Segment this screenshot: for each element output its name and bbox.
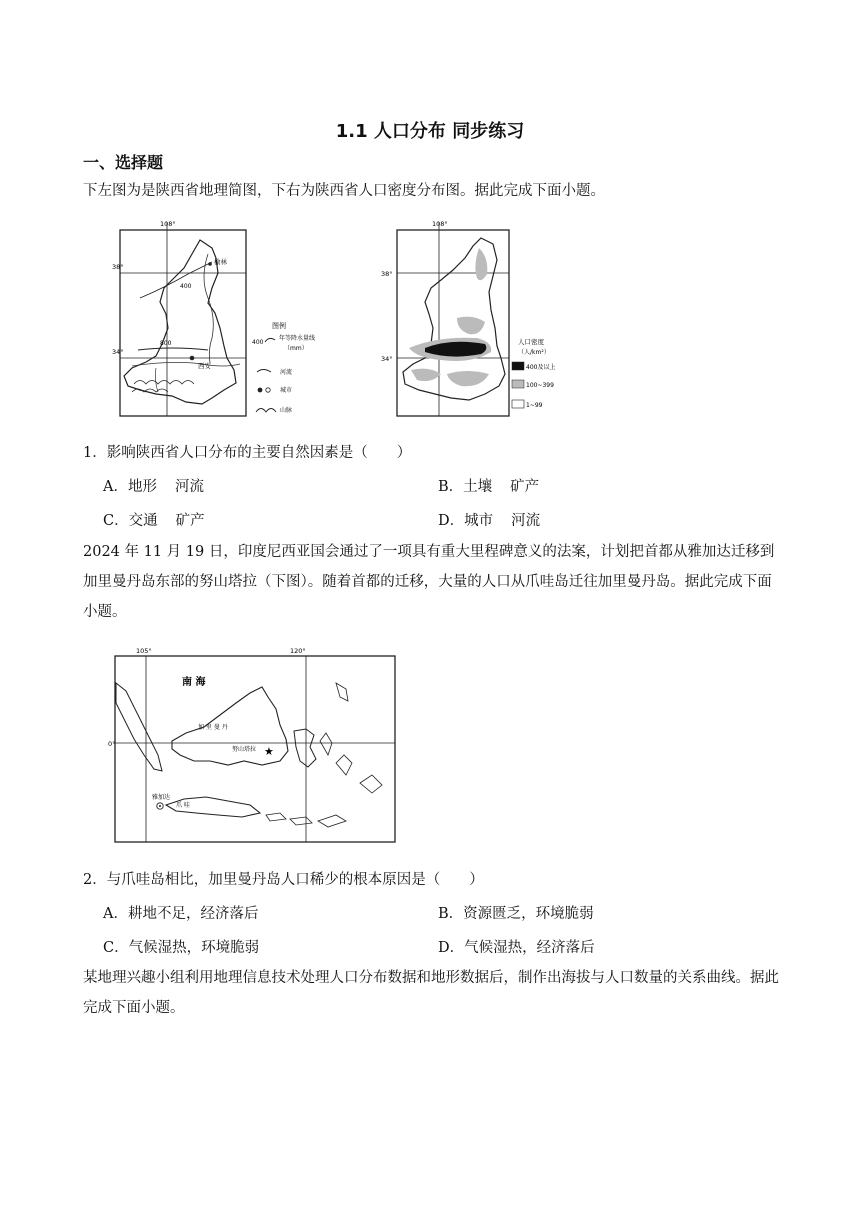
density-legend-title: 人口密度	[518, 338, 544, 346]
legend-iso-label: 年等降水量线	[279, 335, 316, 342]
question-1-stem: 1．影响陕西省人口分布的主要自然因素是（ ）	[83, 445, 412, 461]
lat-38-label: 38°	[112, 263, 124, 271]
lon-105-label: 105°	[136, 647, 152, 655]
legend-iso-unit: （mm）	[284, 345, 308, 352]
nusantara-star-icon: ★	[264, 745, 274, 758]
map2-lat-38-label: 38°	[381, 270, 393, 278]
legend-mid-label: 100~399	[526, 382, 554, 389]
map2-legend	[512, 330, 572, 415]
river-legend-icon	[257, 370, 271, 373]
map2-lat-34-label: 34°	[381, 355, 393, 363]
mountain-legend-icon	[256, 409, 276, 413]
q1-option-a[interactable]: A．地形 河流	[103, 479, 204, 495]
lon-108-label: 108°	[160, 220, 176, 228]
map1-legend	[252, 318, 316, 420]
isoline-legend-icon	[265, 338, 275, 342]
page-title: 1.1 人口分布 同步练习	[335, 121, 525, 142]
city-legend-ring-icon	[266, 388, 270, 392]
city-xian-label: 西安	[198, 362, 211, 370]
legend-iso-value: 400	[252, 339, 264, 346]
intro-paragraph-1: 下左图为是陕西省地理简图，下右为陕西省人口密度分布图。据此完成下面小题。	[83, 183, 605, 199]
question-2-stem: 2．与爪哇岛相比，加里曼丹岛人口稀少的根本原因是（ ）	[83, 872, 484, 888]
q2-option-a[interactable]: A．耕地不足，经济落后	[103, 906, 259, 922]
lat-34-label: 34°	[112, 348, 124, 356]
intro-paragraph-3: 某地理兴趣小组利用地理信息技术处理人口分布数据和地形数据后，制作出海拔与人口数量的关系曲线。据此完成下面小题。	[83, 970, 779, 1016]
q2-option-c[interactable]: C．气候湿热，环境脆弱	[103, 940, 260, 956]
intro-paragraph-2: 2024 年 11 月 19 日，印度尼西亚国会通过了一项具有重大里程碑意义的法案，计划把首都从雅加达迁移到加里曼丹岛东部的努山塔拉（下图）。随着首都的迁移，大量的人口从爪哇岛迁往加里曼丹岛。据此完成下面小题。	[83, 544, 775, 620]
nusantara-label: 努山塔拉	[232, 746, 257, 753]
density-legend-unit: （人/km²）	[518, 349, 550, 356]
mid-density-swatch-icon	[512, 380, 524, 388]
map2-lon-label: 108°	[432, 220, 448, 228]
yulin-city-icon	[208, 262, 212, 266]
isoline-800-label: 800	[160, 340, 172, 347]
q1-option-d[interactable]: D．城市 河流	[438, 513, 541, 529]
legend-mountain-label: 山脉	[280, 407, 293, 414]
q1-option-b[interactable]: B．土壤 矿产	[438, 479, 540, 495]
section-heading: 一、选择题	[83, 153, 164, 172]
legend-high-label: 400及以上	[526, 364, 556, 371]
city-legend-dot-icon	[258, 388, 263, 393]
legend-low-label: 1~99	[526, 402, 543, 409]
high-density-swatch-icon	[512, 362, 524, 370]
legend-city-label: 城市	[280, 387, 293, 394]
java-label: 爪 哇	[176, 802, 190, 809]
low-density-swatch-icon	[512, 400, 524, 408]
isoline-400-label: 400	[180, 283, 192, 290]
shaanxi-population-density-map	[381, 218, 511, 423]
q2-option-b[interactable]: B．资源匮乏，环境脆弱	[438, 906, 594, 922]
q1-option-c[interactable]: C．交通 矿产	[103, 513, 205, 529]
jakarta-label: 雅加达	[152, 794, 171, 801]
legend-river-label: 河流	[280, 369, 293, 376]
south-china-sea-label: 南 海	[182, 677, 206, 688]
q2-option-d[interactable]: D．气候湿热，经济落后	[438, 940, 595, 956]
lon-120-label: 120°	[290, 647, 306, 655]
kalimantan-label: 加 里 曼 丹	[198, 724, 228, 731]
legend-title: 图例	[272, 322, 286, 330]
xian-city-icon	[190, 356, 195, 361]
indonesia-capital-map	[110, 643, 400, 848]
lat-0-label: 0°	[108, 740, 116, 748]
city-yulin-label: 榆林	[214, 258, 227, 266]
